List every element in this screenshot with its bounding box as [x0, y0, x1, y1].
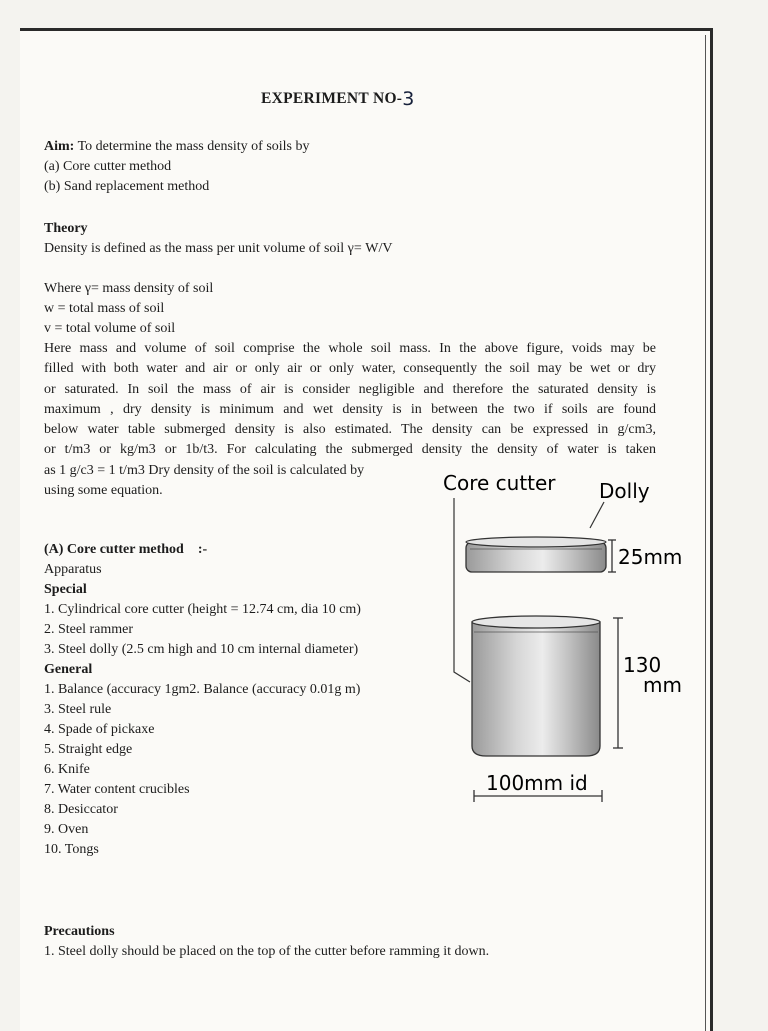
general-item: 4. Spade of pickaxe: [44, 722, 155, 737]
general-item: 3. Steel rule: [44, 702, 112, 717]
general-item: 9. Oven: [44, 822, 89, 837]
general-item: 7. Water content crucibles: [44, 782, 190, 797]
paragraph-line: using some equation.: [44, 483, 163, 499]
general-item: 6. Knife: [44, 762, 90, 777]
paragraph-line: Here mass and volume of soil comprise the whole soil mass. In the above figure, voids may be: [44, 341, 656, 356]
general-item: 5. Straight edge: [44, 742, 133, 757]
general-heading: General: [44, 662, 93, 677]
dolly-height-label: 25mm: [618, 545, 683, 569]
special-item: 3. Steel dolly (2.5 cm high and 10 cm internal diameter): [44, 642, 359, 657]
special-item: 2. Steel rammer: [44, 622, 134, 637]
paragraph-line: filled with both water and air or only air or only water, consequently the soil may be wet or dry: [44, 361, 656, 377]
paragraph-line: or saturated. In soil the mass of air is consider negligible and therefore the saturated density is: [44, 381, 656, 397]
where-line: Where γ= mass density of soil: [44, 281, 214, 296]
core-cutter-heading: (A) Core cutter method :-: [44, 542, 208, 557]
dolly-label: Dolly: [599, 479, 650, 503]
paragraph-line: maximum , dry density is minimum and wet density is in between the two if soils are found: [44, 401, 656, 417]
aim-label: Aim:: [44, 139, 75, 154]
apparatus-label: Apparatus: [44, 562, 102, 577]
aim-section: [44, 137, 310, 197]
special-item: 1. Cylindrical core cutter (height = 12.74 cm, dia 10 cm): [44, 602, 361, 617]
page-title: EXPERIMENT NO-3: [261, 88, 415, 110]
where-line: w = total mass of soil: [44, 301, 165, 316]
aim-method-b: (b) Sand replacement method: [44, 179, 210, 194]
core-cutter-leader-line: [454, 498, 470, 682]
paragraph-line: or t/m3 or kg/m3 or 1b/t3. For calculating the submerged density the density of water is taken: [44, 442, 656, 458]
general-item: 8. Desiccator: [44, 802, 118, 817]
aim-text: To determine the mass density of soils by: [74, 139, 310, 154]
core-cutter-label: Core cutter: [443, 471, 556, 495]
special-heading: Special: [44, 582, 87, 597]
paragraph-line: below water table submerged density is also estimated. The density can be expressed in g/cm3,: [44, 422, 656, 438]
theory-section: [44, 219, 392, 259]
paragraph-line: as 1 g/c3 = 1 t/m3 Dry density of the soil is calculated by: [44, 462, 365, 478]
theory-heading: Theory: [44, 221, 88, 236]
precautions-section: [44, 922, 489, 962]
general-item: 10. Tongs: [44, 842, 99, 857]
precaution-item: 1. Steel dolly should be placed on the top of the cutter before ramming it down.: [44, 944, 490, 959]
aim-method-a: (a) Core cutter method: [44, 159, 172, 174]
core-cutter-shape: [472, 616, 600, 756]
cutter-height-value: 130: [623, 653, 662, 677]
where-line: v = total volume of soil: [44, 321, 176, 336]
theory-where-block: [44, 279, 213, 339]
theory-definition: Density is defined as the mass per unit volume of soil γ= W/V: [44, 241, 393, 256]
precautions-heading: Precautions: [44, 924, 115, 939]
diameter-label: 100mm id: [486, 771, 588, 795]
core-cutter-section: [44, 540, 361, 860]
handwritten-experiment-number: 3: [402, 88, 415, 110]
cutter-height-unit: mm: [643, 673, 682, 697]
core-cutter-diagram: [430, 460, 700, 815]
general-item: 1. Balance (accuracy 1gm2. Balance (accuracy 0.01g m): [44, 682, 361, 697]
dolly-shape: [466, 537, 606, 572]
dolly-leader-line: [590, 502, 604, 528]
